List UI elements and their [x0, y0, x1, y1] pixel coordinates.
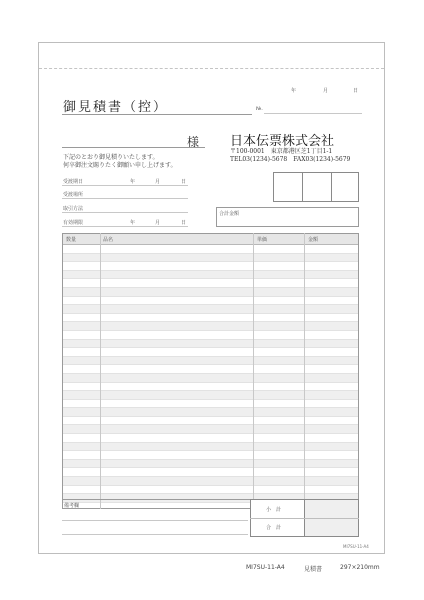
delivery-date-month: 月	[155, 179, 161, 185]
company-phone: TEL03(1234)-5678 FAX03(1234)-5679	[230, 156, 351, 163]
remarks-underline-2	[62, 534, 248, 535]
column-header-qty: 数量	[66, 237, 77, 243]
remarks-label: 備考欄	[64, 503, 80, 509]
footer-name: 見積書	[304, 566, 323, 573]
payment-method-underline	[62, 212, 188, 213]
delivery-date-day: 日	[181, 179, 187, 185]
footer-code: MI7SU-11-A4	[246, 564, 285, 571]
column-line-unit-price	[304, 233, 305, 509]
subtotal-label: 小 計	[266, 507, 282, 513]
company-address: 〒100-0001 東京都港区芝1丁目1-1	[230, 148, 333, 155]
number-label: №.	[256, 106, 263, 112]
table-row	[63, 486, 358, 495]
table-row	[63, 374, 358, 383]
table-row	[63, 460, 358, 469]
grand-total-label: 合 計	[266, 525, 282, 531]
page-title: 御見積書（控）	[63, 100, 169, 115]
table-row	[63, 383, 358, 392]
date-year-label: 年	[291, 88, 297, 94]
form-code-small: MI7SU-11-A4	[343, 544, 369, 549]
title-underline	[62, 114, 252, 115]
table-row	[63, 279, 358, 288]
date-month-label: 月	[323, 88, 329, 94]
table-row	[63, 348, 358, 357]
table-row	[63, 340, 358, 349]
honorific-sama: 様	[187, 135, 200, 149]
totals-value-divider	[304, 518, 359, 519]
table-row	[63, 391, 358, 400]
table-row	[63, 451, 358, 460]
table-header	[63, 234, 358, 245]
table-row	[63, 365, 358, 374]
valid-until-year: 年	[130, 220, 136, 226]
items-table	[62, 233, 359, 509]
table-row	[63, 417, 358, 426]
table-row	[63, 254, 358, 263]
column-line-qty	[100, 233, 101, 509]
table-row	[63, 314, 358, 323]
company-name: 日本伝票株式会社	[230, 134, 335, 149]
table-row	[63, 400, 358, 409]
message-line-1: 下記のとおり御見積りいたします。	[63, 154, 159, 161]
table-row	[63, 357, 358, 366]
delivery-date-year: 年	[130, 179, 136, 185]
table-row	[63, 434, 358, 443]
valid-until-day: 日	[181, 220, 187, 226]
table-row	[63, 331, 358, 340]
recipient-underline	[62, 147, 205, 148]
table-row	[63, 408, 358, 417]
delivery-date-underline	[62, 185, 188, 186]
table-row	[63, 262, 358, 271]
date-day-label: 日	[353, 88, 359, 94]
number-underline	[264, 113, 362, 114]
message-line-2: 何卒御注文賜りたく御願い申し上げます。	[63, 162, 177, 169]
valid-until-underline	[62, 226, 188, 227]
stamp-divider-2	[331, 172, 332, 202]
stamp-boxes	[273, 172, 359, 202]
delivery-date-label: 受渡期日	[63, 179, 84, 185]
valid-until-month: 月	[155, 220, 161, 226]
perforation-line	[39, 68, 384, 69]
table-row	[63, 443, 358, 452]
remarks-underline-1	[62, 520, 248, 521]
table-row	[63, 305, 358, 314]
column-line-item	[253, 233, 254, 509]
table-row	[63, 297, 358, 306]
table-body	[63, 245, 358, 503]
column-header-amount: 金額	[308, 237, 319, 243]
stamp-divider-1	[302, 172, 303, 202]
table-row	[63, 245, 358, 254]
footer-size: 297×210mm	[340, 564, 380, 571]
delivery-place-label: 受渡場所	[63, 192, 84, 198]
table-row	[63, 425, 358, 434]
table-row	[63, 288, 358, 297]
table-row	[63, 322, 358, 331]
table-row	[63, 477, 358, 486]
delivery-place-underline	[62, 198, 188, 199]
valid-until-label: 有効期限	[63, 220, 84, 226]
table-row	[63, 271, 358, 280]
total-amount-label: 合計金額	[219, 211, 240, 217]
payment-method-label: 取引方法	[63, 206, 84, 212]
column-header-unit-price: 単価	[257, 237, 268, 243]
column-header-item: 品名	[103, 237, 114, 243]
table-row	[63, 468, 358, 477]
